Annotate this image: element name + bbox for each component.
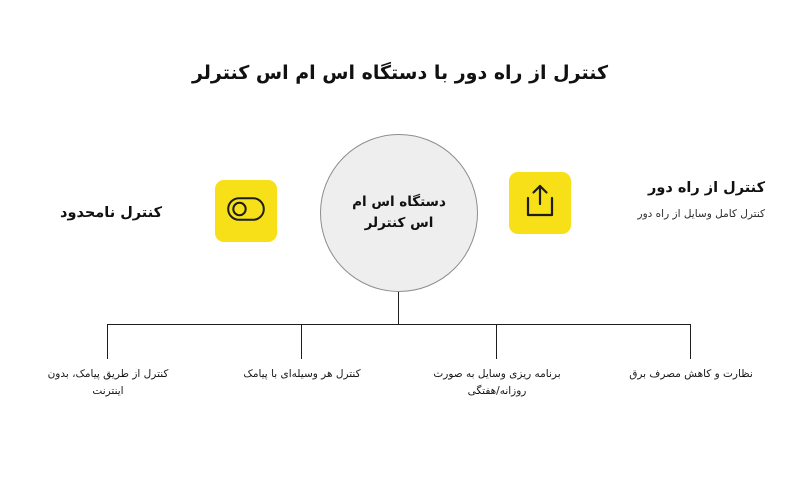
branch-line-1 xyxy=(690,324,691,359)
center-stem-line xyxy=(398,292,399,325)
bottom-item-1: نظارت و کاهش مصرف برق xyxy=(629,368,753,380)
toggle-switch-icon-box xyxy=(215,180,277,242)
branch-line-3 xyxy=(301,324,302,359)
remote-upload-icon-box xyxy=(509,172,571,234)
branch-line-4 xyxy=(107,324,108,359)
branch-line-2 xyxy=(496,324,497,359)
bottom-item-3: کنترل هر وسیله‌ای با پیامک xyxy=(243,368,361,380)
left-feature-title: کنترل نامحدود xyxy=(60,205,163,221)
bottom-item-2: برنامه ریزی وسایل به صورت روزانه/هفتگی xyxy=(433,368,561,398)
page-title: کنترل از راه دور با دستگاه اس ام اس کنترلر xyxy=(191,62,609,84)
right-feature-subtitle: کنترل کامل وسایل از راه دور xyxy=(637,208,765,221)
bottom-item-4: کنترل از طریق پیامک، بدون اینترنت xyxy=(47,368,169,398)
horizontal-bus-line xyxy=(107,324,690,325)
center-node-label: دستگاه اس ام اس کنترلر xyxy=(352,194,446,231)
remote-upload-icon xyxy=(523,183,557,223)
toggle-switch-icon xyxy=(227,197,265,225)
center-node xyxy=(320,134,478,292)
right-feature xyxy=(585,178,765,223)
left-feature xyxy=(60,203,205,223)
right-feature-title: کنترل از راه دور xyxy=(647,180,765,196)
